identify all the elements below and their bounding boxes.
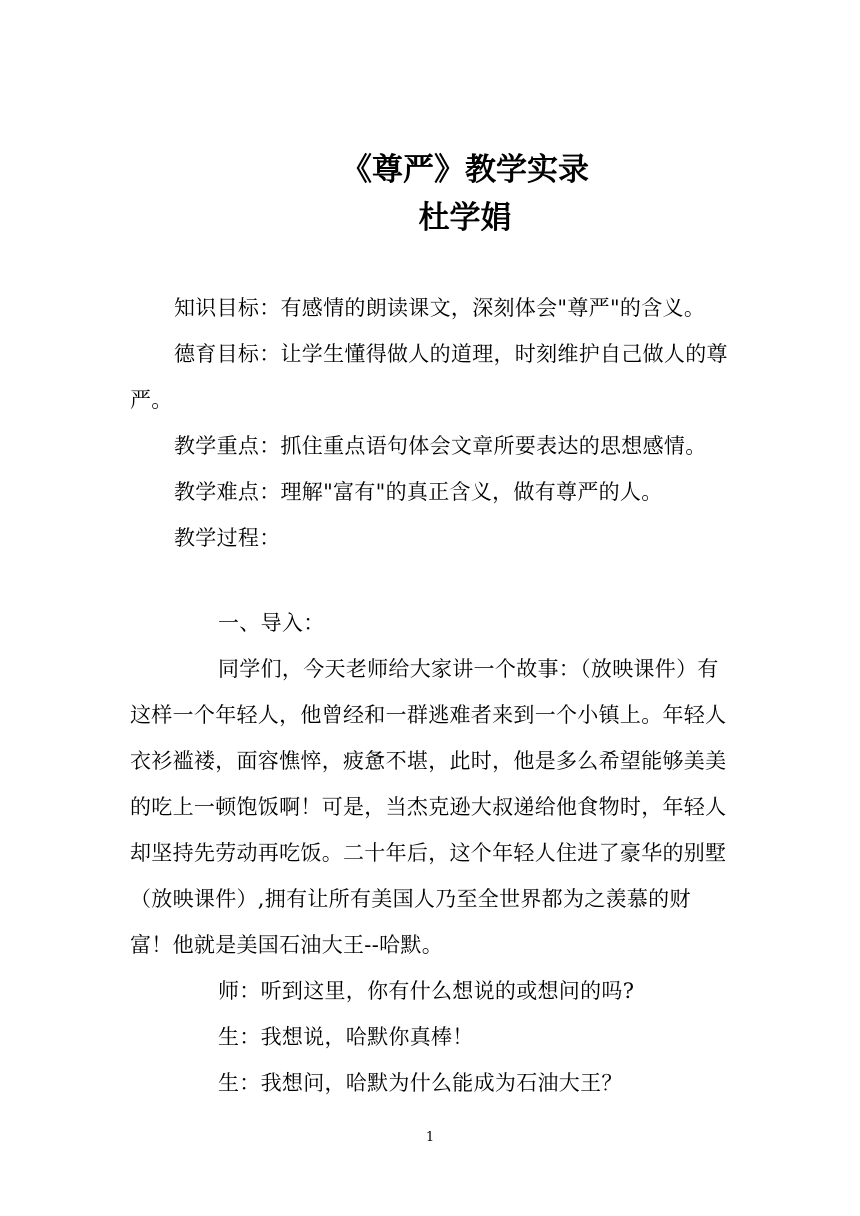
knowledge-objective: 知识目标：有感情的朗读课文，深刻体会"尊严"的含义。 [174,296,706,320]
teaching-focus: 教学重点：抓住重点语句体会文章所要表达的思想感情。 [174,434,707,458]
objectives-section [130,285,732,561]
page-number: 1 [425,1130,435,1145]
dialogue-line: 生：我想问，哈默为什么能成为石油大王？ [218,1071,623,1095]
document-author: 杜学娟 [418,200,512,236]
section-heading: 一、导入： [218,611,325,635]
teaching-difficulty: 教学难点：理解"富有"的真正含义，做有尊严的人。 [174,480,663,504]
dialogue-line: 生：我想说，哈默你真棒！ [218,1025,474,1049]
introduction-section [130,600,732,1106]
story-paragraph: 同学们，今天老师给大家讲一个故事：（放映课件）有这样一个年轻人，他曾经和一群逃难者来到一个小镇上。年轻人衣衫褴褛，面容憔悴，疲惫不堪，此时，他是多么希望能够美美的吃上一顿饱饭啊！可是，当杰克逊大叔递给他食物时，年轻人却坚持先劳动再吃饭。二十年后，这个年轻人住进了豪华的别墅（放映课件）,拥有让所有美国人乃至全世界都为之羡慕的财富！他就是美国石油大王--哈默。 [130,657,727,957]
moral-objective: 德育目标：让学生懂得做人的道理，时刻维护自己做人的尊严。 [130,342,728,412]
dialogue-line: 师：听到这里，你有什么想说的或想问的吗? [218,979,635,1003]
teaching-process-label: 教学过程： [174,526,281,550]
document-title: 《尊严》教学实录 [341,152,589,188]
